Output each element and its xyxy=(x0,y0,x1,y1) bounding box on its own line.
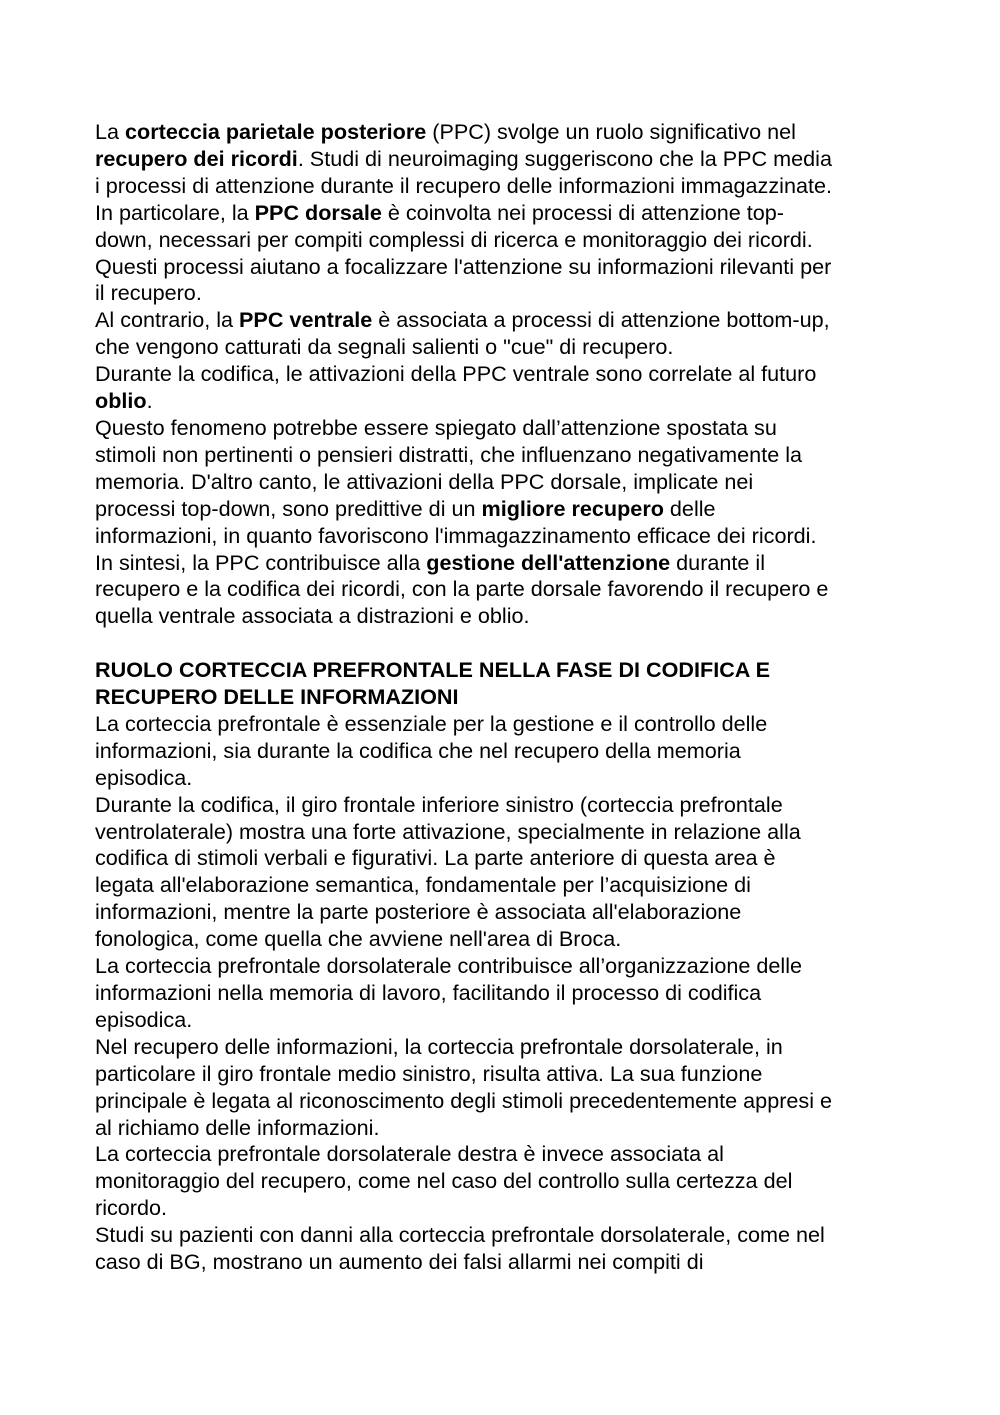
text-line: Studi su pazienti con danni alla corteccia prefrontale dorsolaterale, come nel xyxy=(95,1222,825,1248)
paragraph-gap xyxy=(95,630,910,657)
bold-term: oblio xyxy=(95,388,147,414)
bold-term: corteccia parietale posteriore xyxy=(125,119,427,144)
text-line: il recupero. xyxy=(95,280,202,306)
text-line: fonologica, come quella che avviene nell'area di Broca. xyxy=(95,926,622,952)
text-line: informazioni nella memoria di lavoro, facilitando il processo di codifica xyxy=(95,979,762,1005)
text-line: codifica di stimoli verbali e figurativi. La parte anteriore di questa area è xyxy=(95,845,776,871)
text-line: caso di BG, mostrano un aumento dei falsi allarmi nei compiti di xyxy=(95,1249,704,1275)
text-line: Al contrario, la PPC ventrale è associata a processi di attenzione bottom-up, xyxy=(95,307,830,333)
text-line: processi top-down, sono predittive di un migliore recupero delle xyxy=(95,495,716,521)
text-line: oblio. xyxy=(95,388,153,414)
bold-term: PPC ventrale xyxy=(239,307,373,333)
text-line: Durante la codifica, le attivazioni della PPC ventrale sono correlate al futuro xyxy=(95,361,817,387)
text-line: La corteccia parietale posteriore (PPC) svolge un ruolo significativo nel xyxy=(95,119,796,144)
text-line: memoria. D'altro canto, le attivazioni della PPC dorsale, implicate nei xyxy=(95,468,754,494)
text-line: informazioni, mentre la parte posteriore è associata all'elaborazione xyxy=(95,899,742,925)
text-line: In particolare, la PPC dorsale è coinvolta nei processi di attenzione top- xyxy=(95,199,784,225)
text-line: Questo fenomeno potrebbe essere spiegato dall’attenzione spostata su xyxy=(95,414,777,440)
text-line: ventrolaterale) mostra una forte attivazione, specialmente in relazione alla xyxy=(95,818,801,844)
heading-line: RECUPERO DELLE INFORMAZIONI xyxy=(95,684,459,710)
pfc-section xyxy=(95,711,910,1276)
text-line: legata all'elaborazione semantica, fondamentale per l’acquisizione di xyxy=(95,872,751,898)
text-line: recupero dei ricordi. Studi di neuroimaging suggeriscono che la PPC media xyxy=(95,145,832,171)
text-line: Questi processi aiutano a focalizzare l'attenzione su informazioni rilevanti per xyxy=(95,253,832,279)
text-line: Durante la codifica, il giro frontale inferiore sinistro (corteccia prefrontale xyxy=(95,791,783,817)
text-line: al richiamo delle informazioni. xyxy=(95,1114,380,1140)
text-line: La corteccia prefrontale è essenziale per la gestione e il controllo delle xyxy=(95,710,768,736)
document-page xyxy=(95,119,910,1276)
text-line: i processi di attenzione durante il recupero delle informazioni immagazzinate. xyxy=(95,172,832,198)
text-line: La corteccia prefrontale dorsolaterale contribuisce all’organizzazione delle xyxy=(95,953,802,979)
text-line: La corteccia prefrontale dorsolaterale destra è invece associata al xyxy=(95,1141,724,1167)
text-line: In sintesi, la PPC contribuisce alla gestione dell'attenzione durante il xyxy=(95,549,766,575)
bold-term: gestione dell'attenzione xyxy=(426,549,671,575)
text-line: recupero e la codifica dei ricordi, con la parte dorsale favorendo il recupero e xyxy=(95,576,829,602)
bold-term: PPC dorsale xyxy=(254,199,382,225)
text-line: informazioni, in quanto favoriscono l'immagazzinamento efficace dei ricordi. xyxy=(95,522,817,548)
text-line: informazioni, sia durante la codifica che nel recupero della memoria xyxy=(95,737,741,763)
ppc-section xyxy=(95,119,910,630)
text-line: che vengono catturati da segnali salienti o "cue" di recupero. xyxy=(95,334,674,360)
text-line: quella ventrale associata a distrazioni e oblio. xyxy=(95,603,530,629)
text-line: ricordo. xyxy=(95,1195,168,1221)
text-line: Nel recupero delle informazioni, la corteccia prefrontale dorsolaterale, in xyxy=(95,1033,783,1059)
bold-term: recupero dei ricordi xyxy=(95,145,298,171)
section-heading xyxy=(95,657,910,711)
text-line: monitoraggio del recupero, come nel caso del controllo sulla certezza del xyxy=(95,1168,793,1194)
text-line: episodica. xyxy=(95,764,193,790)
text-line: down, necessari per compiti complessi di ricerca e monitoraggio dei ricordi. xyxy=(95,226,813,252)
heading-line: RUOLO CORTECCIA PREFRONTALE NELLA FASE DI CODIFICA E xyxy=(95,657,771,683)
text-line: stimoli non pertinenti o pensieri distratti, che influenzano negativamente la xyxy=(95,441,803,467)
text-line: principale è legata al riconoscimento degli stimoli precedentemente appresi e xyxy=(95,1087,833,1113)
text-line: particolare il giro frontale medio sinistro, risulta attiva. La sua funzione xyxy=(95,1060,763,1086)
bold-term: migliore recupero xyxy=(481,495,664,521)
text-line: episodica. xyxy=(95,1006,193,1032)
